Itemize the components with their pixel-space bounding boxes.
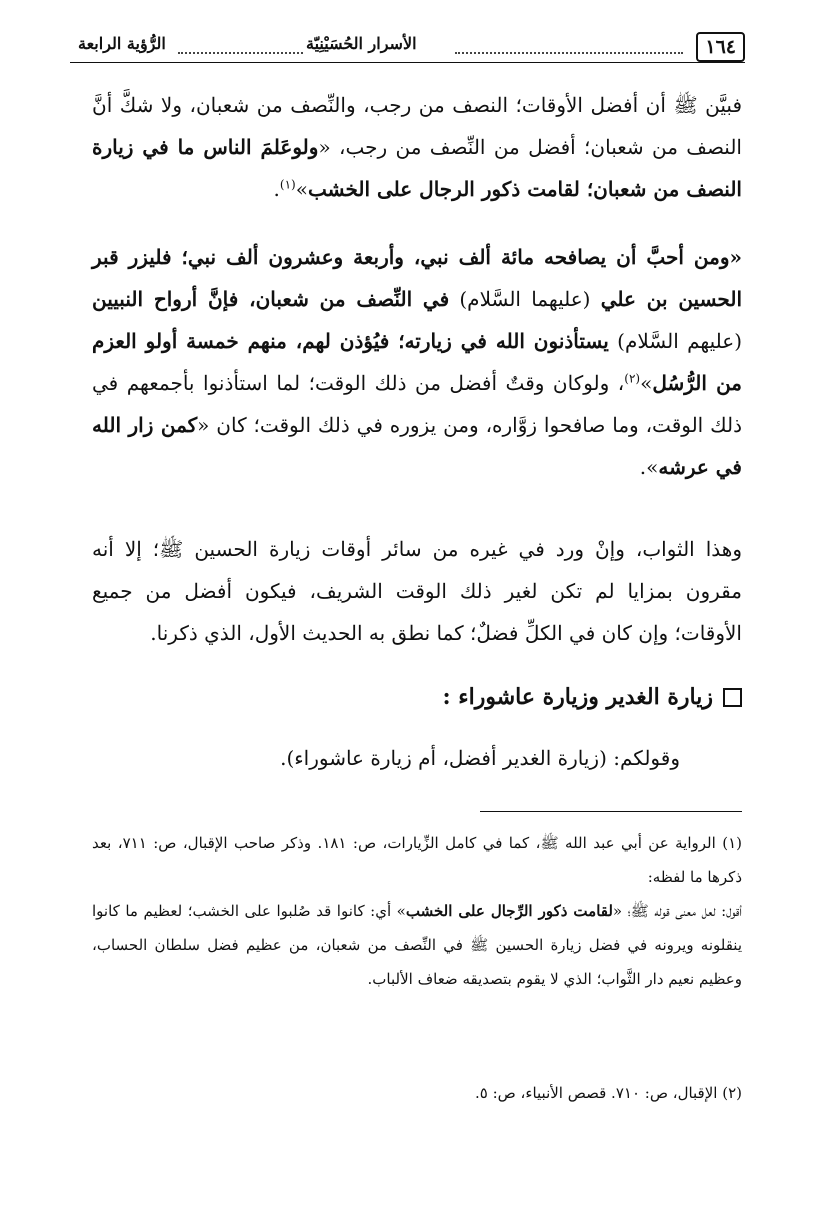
paragraph-3: وهذا الثواب، وإنْ ورد في غيره من سائر أوقات زيارة الحسين ﷺ؛ إلا أنه مقرون بمزايا لم تكن لغير ذلك الوقت الشريف، فيكون أفضل من جميع الأوقات؛ وإن كان في الكلِّ فضلٌ؛ كما نطق به الحديث الأول، الذي ذكرنا. (92, 537, 742, 645)
section-title: زيارة الغدير وزيارة عاشوراء : (442, 684, 713, 710)
fn1-quote-bold: لقامت ذكور الرِّجال على الخشب (405, 902, 613, 920)
paragraph-2 (92, 236, 742, 488)
chapter-title: الرُّؤية الرابعة (78, 34, 166, 53)
footnote-1 (92, 826, 742, 996)
header-dots-right (455, 52, 683, 54)
section-heading (442, 684, 742, 710)
p2-bold-c: يستأذنون الله في زيارته؛ فيُؤذن لهم، منهم خمسة أولو العزم من الرُّسُل (92, 329, 743, 395)
p2-bold-d: كمن زار الله في عرشه (92, 413, 742, 479)
footnote-ref-1[interactable]: (١) (279, 177, 296, 192)
square-bullet-icon (723, 688, 742, 707)
p2-bold-b: في النِّصف من شعبان، فإنَّ أرواح النبيين (92, 287, 450, 311)
paragraph-1 (92, 84, 742, 210)
p1-text-c: . (273, 177, 280, 201)
paragraph-4: وقولكم: (زيارة الغدير أفضل، أم زيارة عاشوراء). (280, 746, 680, 770)
fn1-quote-post: » أي: كانوا قد صُلبوا على الخشب؛ لعظيم ما كانوا ينقلونه ويرونه في فضل زيارة الحسين ﷺ في النِّصف من شعبان، من عظيم فضل سلطان الحساب، وعظيم نعيم دار الثَّواب؛ الذي لا يقوم بتصديقه ضعاف الألباب. (92, 902, 742, 988)
book-title: الأسرار الحُسَيْنِيّة (306, 34, 417, 53)
footnote-1-quote (92, 894, 742, 996)
p1-bold-quote: ولوعَلمَ الناس ما في زيارة النصف من شعبان؛ لقامت ذكور الرجال على الخشب (92, 135, 742, 201)
footnote-ref-2[interactable]: (٢) (624, 371, 641, 386)
p2-text-e: ». (639, 455, 659, 479)
p2-text-c: » (640, 371, 653, 395)
footnote-1-source: (١) الرواية عن أبي عبد الله ﷺ، كما في كامل الزِّيارات، ص: ١٨١. وذكر صاحب الإقبال، ص: ٧١١، بعد ذكرها ما لفظه: (92, 834, 742, 886)
header-rule (70, 62, 745, 63)
footnote-2: (٢) الإقبال، ص: ٧١٠. قصص الأنبياء، ص: ٥. (474, 1084, 742, 1102)
header-dots-left (178, 52, 303, 54)
p2-bold-a: «ومن أحبَّ أن يصافحه مائة ألف نبي، وأربعة وعشرون ألف نبي؛ فليزر قبر الحسين بن علي (92, 245, 742, 311)
page-header (70, 28, 745, 68)
page-number: ١٦٤ (696, 32, 745, 62)
p1-text-a: فبيَّن ﷺ أن أفضل الأوقات؛ النصف من رجب، والنِّصف من شعبان، ولا شكَّ أنَّ النصف من شعبان؛ أفضل من النِّصف من رجب، « (92, 93, 742, 159)
fn1-quote-pre: أقول: لعل معنى قوله ﷺ؛ « (612, 902, 743, 920)
p2-text-b: (عليهم السَّلام) (608, 329, 742, 353)
p2-text-d: ، ولوكان وقتٌ أفضل من ذلك الوقت؛ لما استأذنوا بأجمعهم في ذلك الوقت، وما صافحوا زوَّاره، ومن يزوره في ذلك الوقت؛ كان « (92, 371, 742, 437)
p1-text-b: » (295, 177, 308, 201)
p2-text-a: (عليهما السَّلام) (449, 287, 601, 311)
footnote-rule (480, 811, 742, 812)
